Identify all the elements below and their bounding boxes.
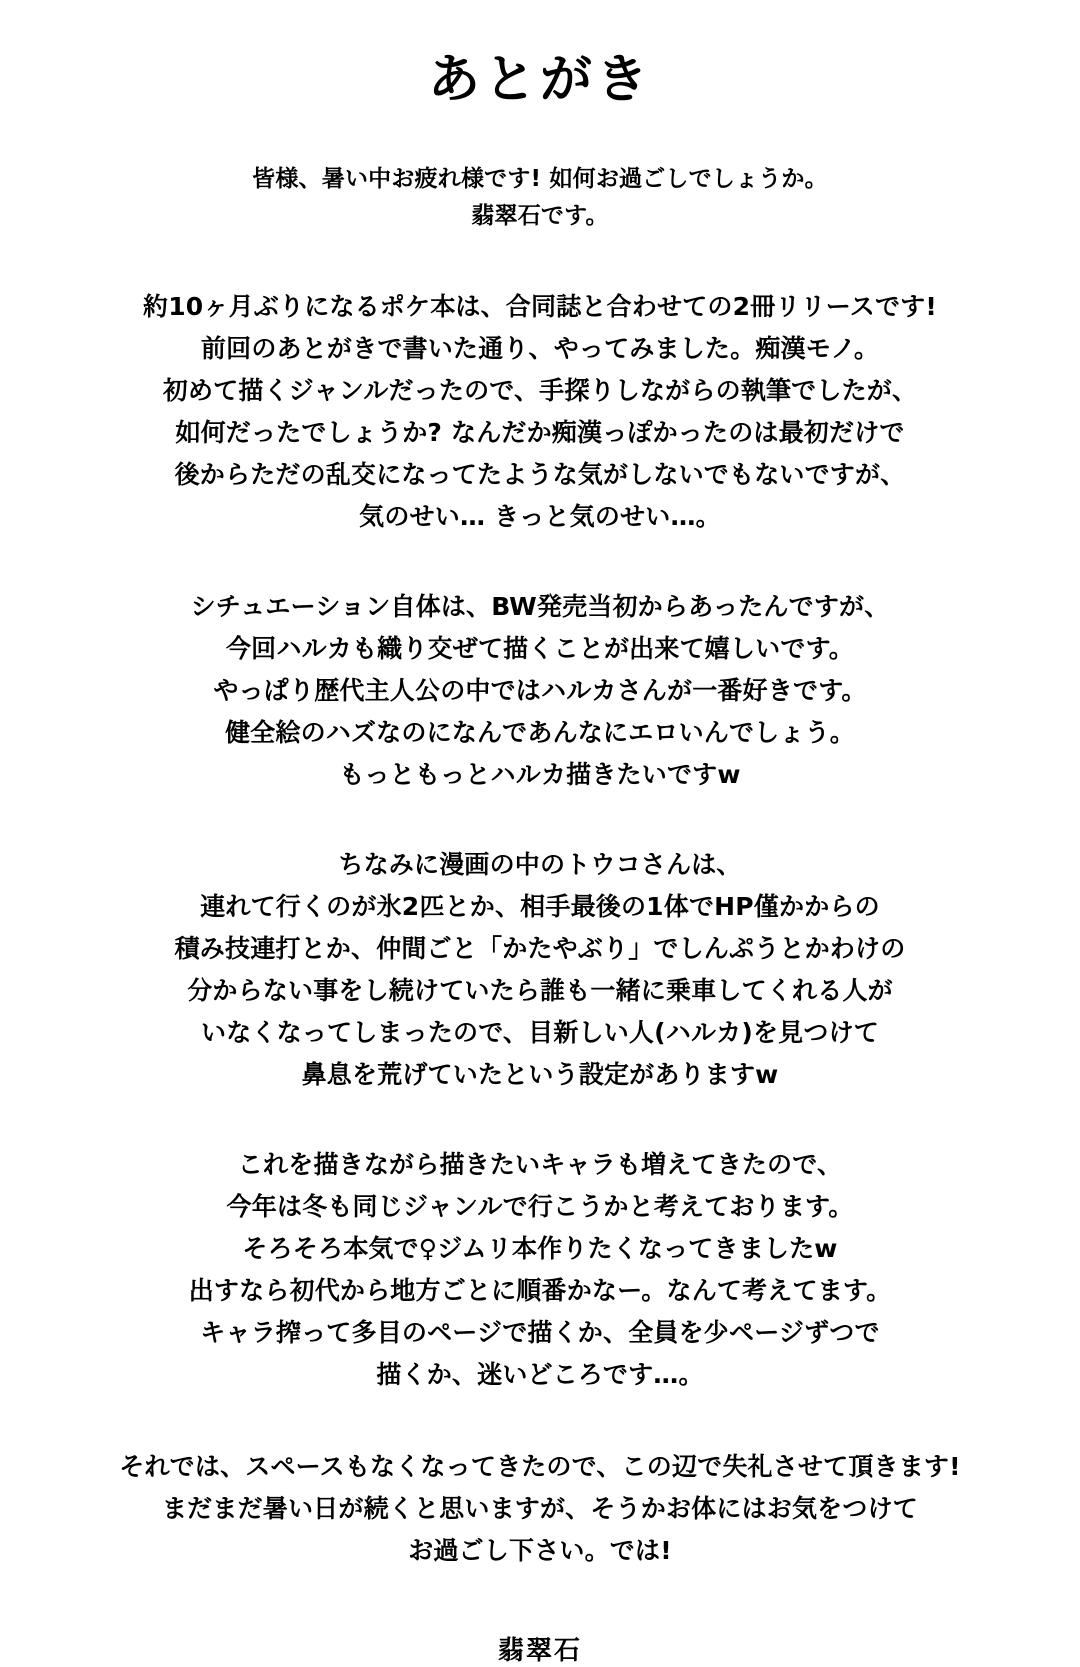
text-line: 皆様、暑い中お疲れ様です! 如何お過ごしでしょうか。 xyxy=(252,166,828,193)
text-line: これを描きながら描きたいキャラも増えてきたので、 xyxy=(237,1149,843,1179)
text-line: ちなみに漫画の中のトウコさんは、 xyxy=(338,849,742,879)
intro-paragraph xyxy=(0,161,1080,236)
text-line: 鼻息を荒げていたという設定がありますw xyxy=(301,1059,779,1089)
text-line: 前回のあとがきで書いた通り、やってみました。痴漢モノ。 xyxy=(200,333,880,363)
text-line: 描くか、迷いどころです…。 xyxy=(376,1359,704,1389)
text-line: そろそろ本気で♀ジムリ本作りたくなってきましたw xyxy=(242,1233,838,1263)
text-line: いなくなってしまったので、目新しい人(ハルカ)を見つけて xyxy=(201,1017,879,1047)
text-line: 今年は冬も同じジャンルで行こうかと考えております。 xyxy=(226,1191,854,1221)
text-line: シチュエーション自体は、BW発売当初からあったんですが、 xyxy=(190,591,890,621)
paragraph-3 xyxy=(0,844,1080,1096)
text-line: 積み技連打とか、仲間ごと「かたやぶり」でしんぷうとかわけの xyxy=(174,933,906,963)
text-line: 如何だったでしょうか? なんだか痴漢っぽかったのは最初だけで xyxy=(175,417,905,447)
closing-paragraph xyxy=(0,1446,1080,1572)
paragraph-4 xyxy=(0,1144,1080,1396)
paragraph-2 xyxy=(0,586,1080,796)
text-line: 連れて行くのが氷2匹とか、相手最後の1体でHP僅かからの xyxy=(200,891,880,921)
text-line: 今回ハルカも織り交ぜて描くことが出来て嬉しいです。 xyxy=(225,633,854,663)
text-line: 気のせい… きっと気のせい…。 xyxy=(359,501,721,531)
paragraph-1 xyxy=(0,286,1080,538)
text-line: 後からただの乱交になってたような気がしないでもないですが、 xyxy=(174,459,906,489)
text-line: それでは、スペースもなくなってきたので、この辺で失礼させて頂きます! xyxy=(119,1451,961,1481)
text-line: 約10ヶ月ぶりになるポケ本は、合同誌と合わせての2冊リリースです! xyxy=(143,291,937,321)
text-line: 出すなら初代から地方ごとに順番かなー。なんて考えてます。 xyxy=(188,1275,892,1305)
text-line: お過ごし下さい。では! xyxy=(408,1535,672,1565)
text-line: 健全絵のハズなのになんであんなにエロいんでしょう。 xyxy=(224,717,855,747)
text-line: キャラ搾って多目のページで描くか、全員を少ページずつで xyxy=(200,1317,880,1347)
text-line: 分からない事をし続けていたら誰も一緒に乗車してくれる人が xyxy=(187,975,893,1005)
text-line: やっぱり歴代主人公の中ではハルカさんが一番好きです。 xyxy=(213,675,867,705)
text-line: 翡翠石です。 xyxy=(471,203,609,230)
text-line: 初めて描くジャンルだったので、手探りしながらの執筆でしたが、 xyxy=(162,375,918,405)
text-line: まだまだ暑い日が続くと思いますが、そうかお体にはお気をつけて xyxy=(161,1493,918,1523)
page-title: あとがき xyxy=(427,50,652,110)
text-line: もっともっとハルカ描きたいですw xyxy=(339,759,741,789)
author-signature: 翡翠石 xyxy=(497,1635,582,1666)
